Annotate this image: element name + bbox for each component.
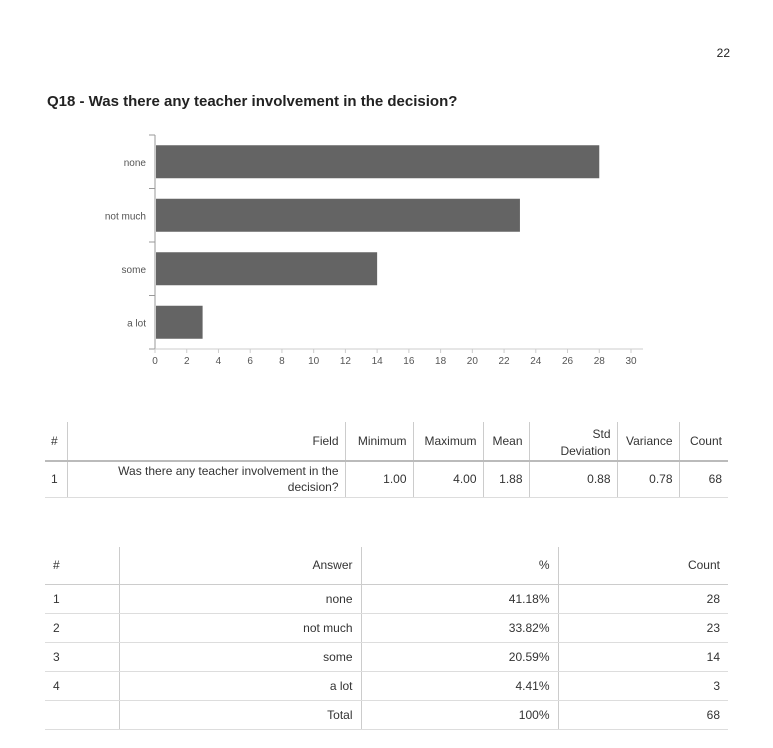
stats-header-count: Count: [679, 422, 728, 461]
y-category-label: a lot: [127, 318, 146, 330]
y-category-label: some: [121, 264, 146, 276]
answer-index: 1: [45, 584, 119, 613]
answer-index: 4: [45, 671, 119, 700]
stats-field: [67, 461, 345, 497]
bar: [156, 199, 520, 232]
answer-count: 28: [558, 584, 728, 613]
stats-std-deviation: 0.88: [529, 461, 617, 497]
stats-maximum: 4.00: [413, 461, 483, 497]
stats-count: 68: [679, 461, 728, 497]
total-label: Total: [119, 700, 361, 729]
stats-header-variance: Variance: [617, 422, 679, 461]
answer-label: some: [119, 642, 361, 671]
x-tick-label: 22: [498, 356, 510, 367]
x-tick-label: 14: [371, 356, 383, 367]
stats-header-maximum: Maximum: [413, 422, 483, 461]
answer-percent: 41.18%: [361, 584, 558, 613]
stats-minimum: 1.00: [345, 461, 413, 497]
stats-header-std-deviation: [529, 422, 617, 461]
answer-label: not much: [119, 613, 361, 642]
stats-mean: 1.88: [483, 461, 529, 497]
stats-header-field: Field: [67, 422, 345, 461]
answers-header-percent: %: [361, 547, 558, 584]
total-count: 68: [558, 700, 728, 729]
total-percent: 100%: [361, 700, 558, 729]
answer-count: 14: [558, 642, 728, 671]
stats-field-line1: Was there any teacher involvement in the: [118, 464, 339, 479]
stats-header-std: Std: [592, 427, 611, 441]
stats-index: 1: [45, 461, 67, 497]
answers-total-row: [45, 700, 728, 729]
stats-header-index: #: [45, 422, 67, 461]
answer-label: a lot: [119, 671, 361, 700]
answers-row: [45, 613, 728, 642]
x-tick-label: 28: [593, 356, 605, 367]
bar: [156, 252, 377, 285]
x-tick-label: 10: [308, 356, 320, 367]
y-category-label: none: [123, 157, 146, 169]
answer-percent: 20.59%: [361, 642, 558, 671]
x-tick-label: 6: [247, 356, 253, 367]
question-title: Q18 - Was there any teacher involvement in the decision?: [47, 93, 458, 110]
x-tick-label: 16: [403, 356, 415, 367]
stats-field-line2: decision?: [287, 480, 339, 495]
stats-header-mean: Mean: [483, 422, 529, 461]
answer-percent: 33.82%: [361, 613, 558, 642]
answers-header-answer: Answer: [119, 547, 361, 584]
answer-label: none: [119, 584, 361, 613]
answers-row: [45, 584, 728, 613]
x-tick-label: 30: [625, 356, 637, 367]
x-tick-label: 20: [466, 356, 478, 367]
stats-header-row: [45, 422, 728, 461]
x-tick-label: 24: [530, 356, 542, 367]
page-number: 22: [716, 46, 730, 60]
stats-header-minimum: Minimum: [345, 422, 413, 461]
answers-table: [45, 547, 728, 730]
total-index: [45, 700, 119, 729]
x-tick-label: 26: [561, 356, 574, 367]
x-tick-label: 0: [152, 356, 158, 367]
answers-row: [45, 671, 728, 700]
x-tick-label: 8: [279, 356, 285, 367]
answers-header-count: Count: [558, 547, 728, 584]
x-tick-label: 12: [339, 356, 351, 367]
y-category-label: not much: [104, 211, 146, 223]
summary-statistics-table: [45, 422, 728, 498]
answer-percent: 4.41%: [361, 671, 558, 700]
x-tick-label: 4: [215, 356, 222, 367]
answer-index: 2: [45, 613, 119, 642]
stats-variance: 0.78: [617, 461, 679, 497]
answers-header-row: [45, 547, 728, 584]
answer-count: 23: [558, 613, 728, 642]
answer-index: 3: [45, 642, 119, 671]
bar: [156, 306, 203, 339]
answers-row: [45, 642, 728, 671]
stats-row: [45, 461, 728, 497]
answers-header-index: #: [45, 547, 119, 584]
x-tick-label: 2: [183, 356, 190, 367]
x-tick-label: 18: [435, 356, 447, 367]
answer-count: 3: [558, 671, 728, 700]
bar: [156, 145, 599, 178]
stats-header-deviation: Deviation: [560, 444, 611, 458]
